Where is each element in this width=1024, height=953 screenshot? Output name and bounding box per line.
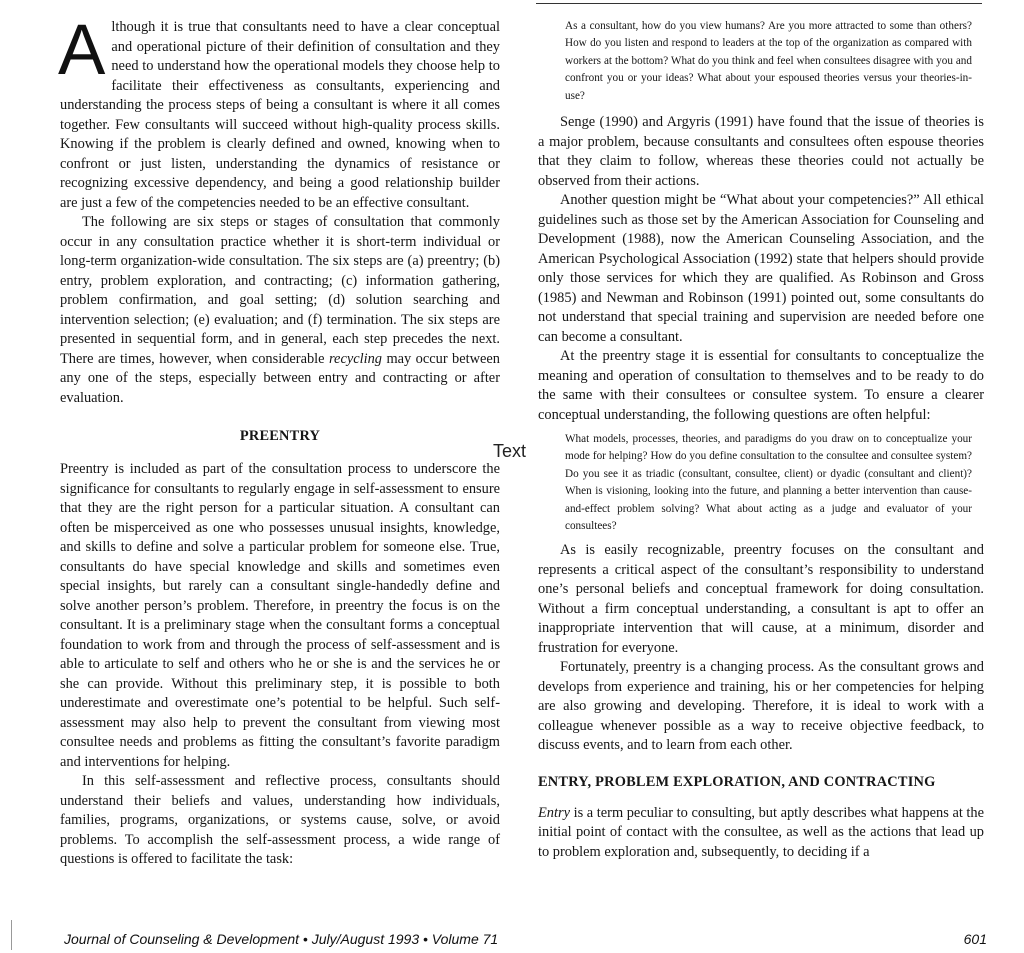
- preentry-paragraph: Preentry is included as part of the consultation process to underscore the significance for consultants to regularly engage in self-assessment to ensure that they are the right person for a particular situation. A consultant can often be misperceived as one who possesses unusual insights, knowledge, and skills to define and solve a particular problem for someone else. True, consultants do have special knowledge and skills and sometimes even special insights, but rarely can a consultant single-handedly define and solve another person’s problem. Therefore, in preentry the focus is on the consultant. It is a preliminary stage when the consultant forms a conceptual foundation to work from and through the process of self-assessment and is able to articulate to self and others who he or she is and the services he or she can provide. Without this preliminary step, it is possible to both underestimate and overestimate one’s potential to be helpful. Such self-assessment may also help to prevent the consultant from viewing most consultee needs and problems as fitting the consultant’s favorite paradigm and interventions for helping.: [60, 461, 500, 770]
- top-rule: [536, 3, 982, 4]
- question-block-2: What models, processes, theories, and paradigms do you draw on to conceptualize your mode for helping? How do you define consultation to the consultee and consultee system? Do you see it as triadic (consultant, consultee, client) or dyadic (consultant and client)? When is visioning, looking into the future, and planning a better intervention than cause-and-effect problem solving? What about acting as a judge and evaluator of your consultees?: [565, 433, 972, 533]
- question-block-1: As a consultant, how do you view humans? Are you more attracted to some than others? How do you listen and respond to leaders at the top of the organization as compared with workers at the bottom? What do you think and feel when consultees disagree with you and confront you or your ideas? What about your espoused theories versus your theories-in-use?: [565, 20, 972, 102]
- entry-term: Entry: [538, 804, 570, 821]
- stray-text-label: Text: [493, 441, 527, 461]
- drop-cap: A: [58, 11, 106, 90]
- senge-paragraph: Senge (1990) and Argyris (1991) have found that the issue of theories is a major problem, because consultants and consultees often espouse theories that they claim to follow, whereas these theories could not actually be observed from their actions.: [538, 114, 984, 189]
- fortunately-paragraph: Fortunately, preentry is a changing process. As the consultant grows and develops from experience and training, his or her competencies for helping are also growing and developing. Therefore, it is ideal to work with a colleague whenever possible as a way to receive objective feedback, to discuss events, and to learn from each other.: [538, 659, 984, 754]
- entry-paragraph: Entry is a term peculiar to consulting, but aptly describes what happens at the initial point of contact with the consultee, as well as the actions that lead up to problem exploration and, subsequently, to deciding if a: [538, 804, 985, 860]
- heading-preentry: PREENTRY: [239, 428, 321, 444]
- recognizable-paragraph: As is easily recognizable, preentry focuses on the consultant and represents a critical aspect of the consultant’s responsibility to understand one’s personal beliefs and conceptual framework for doing consultation. Without a firm conceptual understanding, a consultant is apt to offer an inappropriate intervention that will cause, at a minimum, disorder and frustration for everyone.: [538, 542, 984, 656]
- recycling-term: recycling: [328, 350, 382, 367]
- intro-paragraph: Although it is true that consultants need to have a clear conceptual and operational picture of their definition of consultation and they need to understand how the operational models they choose help to facilitate their effectiveness as consultants, experiencing and understanding the process steps of being a consultant is where it all comes together. Few consultants will succeed without high-quality process skills. Knowing if the problem is clearly defined and owned, knowing when to confront or just listen, understanding the dynamics of resistance or recognizing excessive dependency, and being a good relationship builder are just a few of the competencies needed to be an effective consultant.: [58, 11, 500, 211]
- left-column: [58, 11, 500, 870]
- page-number: 601: [963, 931, 987, 947]
- self-assessment-paragraph: In this self-assessment and reflective process, consultants should understand their beliefs and values, understanding how individuals, families, programs, organizations, or systems cause, solve, or avoid problems. To accomplish the self-assessment process, a wide range of questions is offered to facilitate the task:: [60, 773, 500, 867]
- right-column: [538, 18, 984, 862]
- journal-footer: Journal of Counseling & Development • July/August 1993 • Volume 71: [64, 931, 499, 947]
- page-edge-line: [11, 920, 12, 950]
- steps-paragraph: The following are six steps or stages of consultation that commonly occur in any consultation practice whether it is short-term individual or long-term organization-wide consultation. The six steps are (a) preentry; (b) entry, problem exploration, and contracting; (c) information gathering, problem confirmation, and goal setting; (d) solution searching and intervention selection; (e) evaluation; and (f) termination. The six steps are presented in sequential form, and in general, each step precedes the next. There are times, however, when considerable recycling may occur between any one of the steps, especially between entry and contracting or after evaluation.: [60, 214, 500, 406]
- heading-entry: ENTRY, PROBLEM EXPLORATION, AND CONTRACTING: [538, 773, 936, 790]
- competencies-paragraph: Another question might be “What about your competencies?” All ethical guidelines such as those set by the American Association for Counseling and Development (1988), now the American Counseling Association, and the American Psychological Association (1992) state that helpers should provide only those services for which they are qualified. As Robinson and Gross (1985) and Newman and Robinson (1991) pointed out, some consultants do not understand that special training and supervision are needed before one can become a consultant.: [538, 192, 984, 345]
- conceptualize-paragraph: At the preentry stage it is essential for consultants to conceptualize the meaning and operation of consultation to themselves and to be ready to do the same with their consultees or consultee system. To ensure a clearer conceptual understanding, the following questions are often helpful:: [538, 348, 984, 423]
